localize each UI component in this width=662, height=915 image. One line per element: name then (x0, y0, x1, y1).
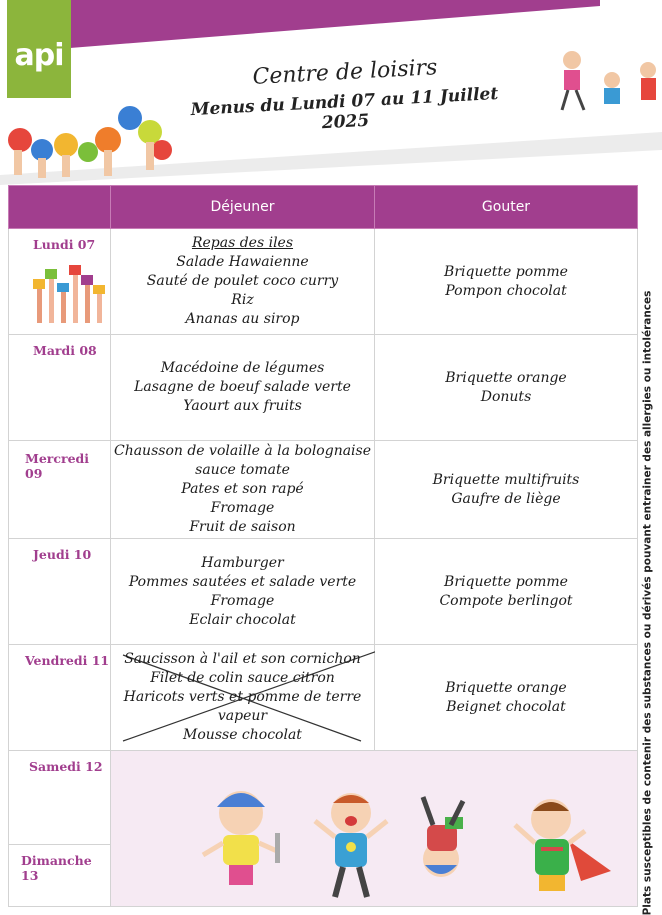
day-label: Dimanche 13 (21, 853, 92, 883)
day-cell (9, 645, 111, 751)
snack-cell (375, 335, 638, 441)
day-cell (9, 751, 111, 845)
dish-item: Macédoine de légumes (160, 360, 325, 376)
cartoon-kids-image (111, 751, 637, 901)
day-cell (9, 845, 111, 907)
snack-item: Beignet chocolat (446, 698, 566, 715)
dish-item: Fruit de saison (189, 519, 296, 535)
dish-item: Salade Hawaienne (176, 254, 309, 270)
day-cell (9, 539, 111, 645)
dish-item: Lasagne de boeuf salade verte (134, 379, 351, 395)
snack-item: Briquette orange (445, 679, 567, 696)
day-cell (9, 441, 111, 539)
dish-item: Eclair chocolat (189, 611, 296, 628)
allergy-note-text: Plats susceptibles de contenir des substances ou dérivés pouvant entrainer des allergies ou intolérances (641, 290, 654, 915)
lunch-cell (111, 539, 375, 645)
kids-playing-image (562, 51, 656, 110)
lunch-cell (111, 229, 375, 335)
day-label: Mercredi 09 (25, 451, 90, 481)
dish-item: Saucisson à l'ail et son cornichon (124, 651, 361, 667)
header-snack: Gouter (375, 186, 638, 229)
table-row (9, 335, 638, 441)
day-cell (9, 229, 111, 335)
dish-item: Riz (231, 292, 254, 308)
dish-item: Mousse chocolat (183, 727, 302, 743)
snack-item: Briquette pomme (444, 263, 568, 280)
snack-item: Briquette pomme (444, 573, 568, 590)
dish-item: Fromage (210, 500, 275, 516)
table-row (9, 229, 638, 335)
day-label: Vendredi 11 (25, 653, 110, 668)
allergy-note (636, 290, 658, 915)
table-row (9, 751, 638, 845)
dish-item: Haricots verts et pomme de terre vapeur (123, 689, 362, 724)
day-cell (9, 335, 111, 441)
dish-item: Pates et son rapé (181, 481, 304, 497)
raised-hands-icon (31, 263, 111, 327)
dish-item: Hamburger (201, 554, 284, 571)
dish-item: Fromage (210, 592, 275, 609)
dish-item: Yaourt aux fruits (183, 398, 302, 414)
table-row (9, 539, 638, 645)
header-empty (9, 186, 111, 229)
snack-item: Donuts (480, 388, 532, 405)
day-label: Lundi 07 (33, 237, 96, 252)
snack-item: Pompon chocolat (445, 282, 567, 299)
page-subtitle: Menus du Lundi 07 au 11 Juillet 2025 (190, 83, 499, 134)
weekend-illustration-cell (111, 751, 638, 907)
lunch-cell-crossed (111, 645, 375, 751)
dish-item: Filet de colin sauce citron (150, 670, 335, 686)
menu-table (8, 185, 638, 907)
dish-item: Chausson de volaille à la bolognaise (113, 443, 372, 459)
dish-item: Sauté de poulet coco curry (146, 273, 339, 289)
dish-item: sauce tomate (195, 462, 290, 478)
api-logo: api (7, 0, 71, 98)
page-title: Centre de loisirs (252, 55, 438, 90)
lunch-cell (111, 441, 375, 539)
table-row (9, 645, 638, 751)
snack-cell (375, 229, 638, 335)
day-label: Mardi 08 (33, 343, 97, 358)
header-banner (0, 0, 662, 185)
day-label: Jeudi 10 (33, 547, 92, 562)
dish-item: Pommes sautées et salade verte (128, 573, 357, 590)
snack-cell (375, 441, 638, 539)
snack-cell (375, 645, 638, 751)
snack-item: Briquette orange (445, 369, 567, 386)
snack-item: Compote berlingot (439, 592, 573, 609)
table-row (9, 441, 638, 539)
dish-item: Ananas au sirop (185, 311, 300, 327)
header-lunch: Déjeuner (111, 186, 375, 229)
snack-cell (375, 539, 638, 645)
day-label: Samedi 12 (29, 759, 103, 774)
table-header (9, 186, 638, 229)
lunch-cell (111, 335, 375, 441)
painted-hands-image (8, 106, 172, 178)
snack-item: Briquette multifruits (432, 471, 580, 488)
lunch-theme: Repas des iles (191, 235, 294, 251)
snack-item: Gaufre de liège (451, 490, 561, 507)
